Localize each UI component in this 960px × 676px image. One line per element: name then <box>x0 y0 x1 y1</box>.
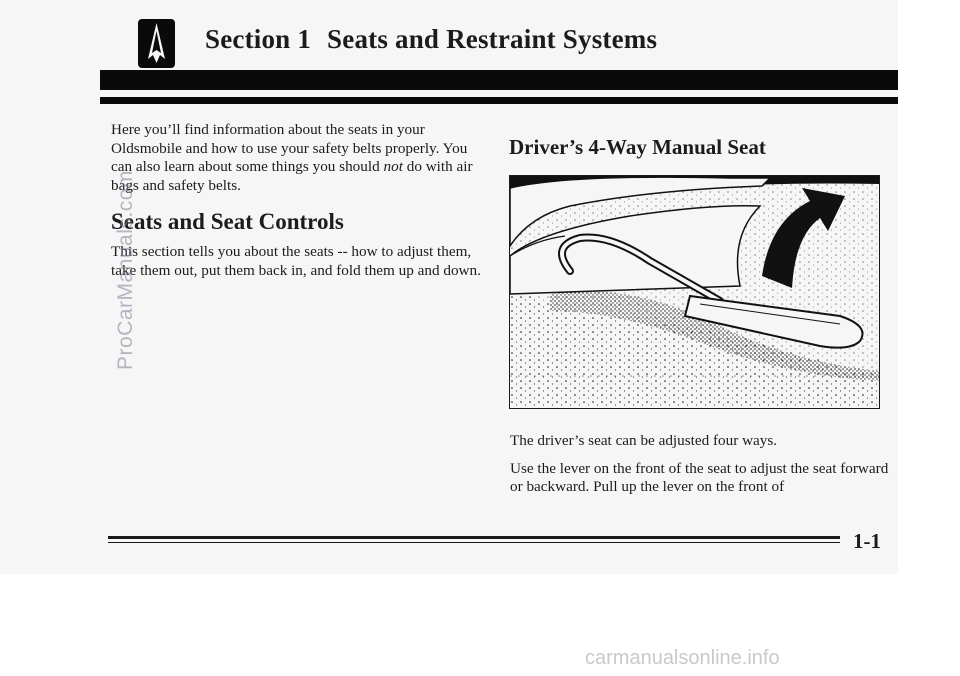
section-label: Section 1 <box>205 24 312 54</box>
site-watermark: carmanualsonline.info <box>585 647 780 669</box>
manual-seat-heading: Driver’s 4-Way Manual Seat <box>509 135 766 159</box>
intro-paragraph: Here you’ll find information about the seats in your Oldsmobile and how to use your safety belts properly. You can also learn about some things you should not do with air bags and safety belts. <box>111 121 473 194</box>
right-column-text <box>510 432 890 506</box>
header-bar-thin <box>100 97 898 104</box>
seat-lever-illustration <box>509 175 880 409</box>
watermark-text: ProCarManuals.com <box>114 170 137 370</box>
footer-rule-thick <box>108 536 840 539</box>
adjust-paragraph-2: Use the lever on the front of the seat to adjust the seat forward or backward. Pull up the lever on the front of <box>510 459 889 495</box>
header-bar-thick <box>100 70 898 90</box>
section-header <box>205 24 657 55</box>
page-number: 1-1 <box>853 529 881 553</box>
footer-rule-thin <box>108 542 840 543</box>
oldsmobile-logo-icon <box>138 19 175 68</box>
left-column <box>111 121 481 280</box>
adjust-paragraph-1: The driver’s seat can be adjusted four ways. <box>510 432 778 449</box>
right-column-heading-block <box>509 135 889 159</box>
emphasis-not: not <box>383 158 403 175</box>
seats-heading: Seats and Seat Controls <box>111 209 344 234</box>
section-title: Seats and Restraint Systems <box>327 24 658 54</box>
seats-paragraph: This section tells you about the seats -- how to adjust them, take them out, put them back in, and fold them up and down. <box>111 243 481 279</box>
